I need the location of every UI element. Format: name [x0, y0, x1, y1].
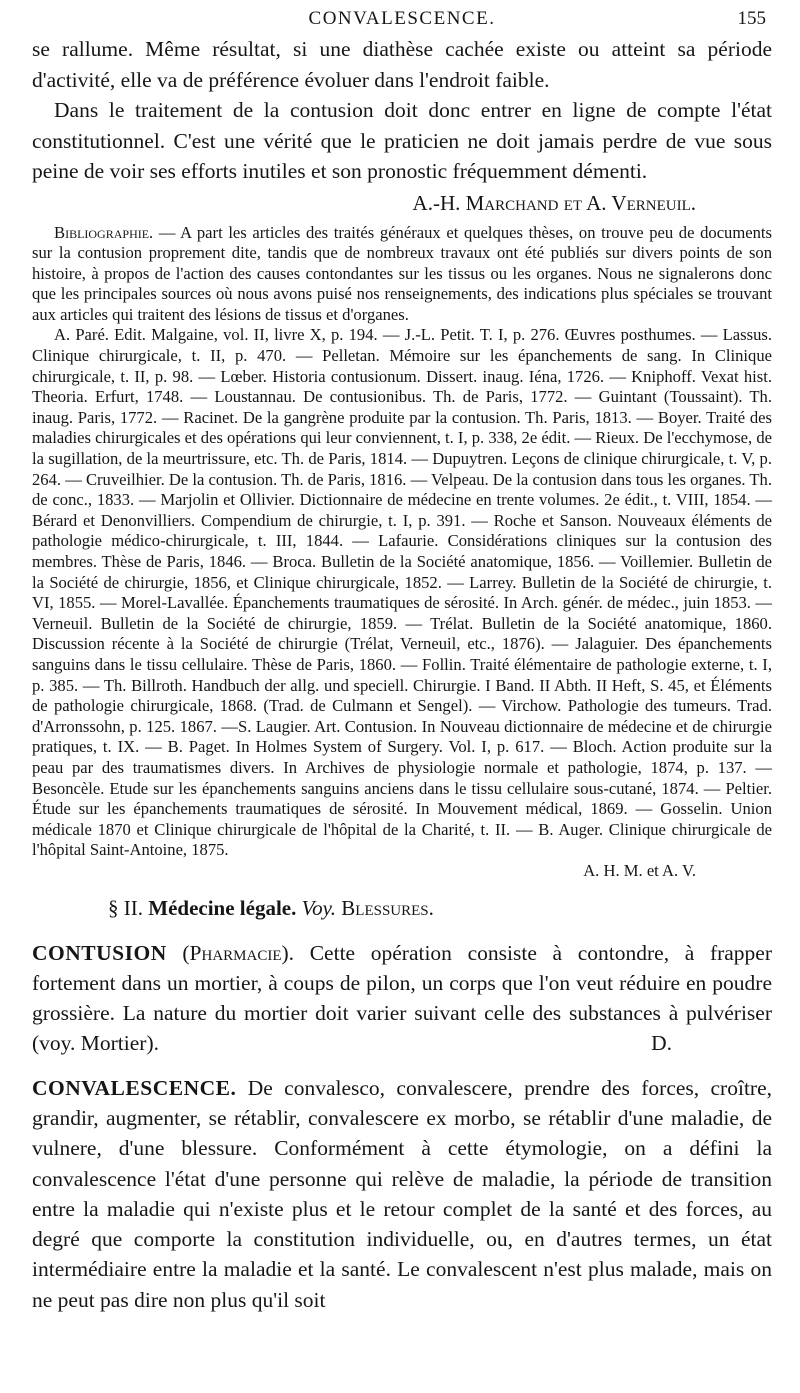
entry-headword: CONVALESCENCE. [32, 1075, 237, 1100]
author-signature: A.-H. Marchand et A. Verneuil. [412, 190, 696, 215]
entry-text [32, 1073, 772, 1315]
bibliography-references: A. Paré. Edit. Malgaine, vol. II, livre X, p. 194. — J.-L. Petit. T. I, p. 276. Œuvres posthumes. — Lassus. Clinique chirurgicale, t. II, p. 470. — Pelletan. Mémoire sur les épanchements de sang. In Clinique chirurgicale, t. II, p. 98. — Lœber. Historia contusionum. Dissert. inaug. Iéna, 1726. — Kniphoff. Vexat hist. Theoria. Erfurt, 1748. — Loustannau. De contusionibus. Th. de Paris, 1772. — Guintant (Toussaint). Th. inaug. Paris, 1772. — Racinet. De la gangrène produite par la contusion. Th. Paris, 1813. — Boyer. Traité des maladies chirurgicales et des opérations qui leur conviennent, t. I, p. 338, 2e édit. — Rieux. De l'ecchymose, de la sugillation, de la meurtrissure, etc. Th. de Paris, 1814. — Dupuytren. Leçons de clinique chirurgicale, t. V, p. 264. — Cruveilhier. De la contusion. Th. de Paris, 1816. — Velpeau. De la contusion dans tous les organes. Th. de conc., 1833. — Marjolin et Ollivier. Dictionnaire de médecine en trente volumes. 2e édit., t. VIII, 1854. — Bérard et Denonvilliers. Compendium de chirurgie, t. I, p. 391. — Roche et Sanson. Nouveaux éléments de pathologie médico-chirurgicale, t. III, 1844. — Lafaurie. Considérations cliniques sur la contusion des membres. Thèse de Paris, 1846. — Broca. Bulletin de la Société anatomique, 1856. — Voillemier. Bulletin de la Société de chirurgie, 1856, et Clinique chirurgicale, 1852. — Larrey. Bulletin de la Société de chirurgie, t. VI, 1855. — Morel-Lavallée. Épanchements traumatiques de sérosité. In Arch. génér. de médec., juin 1853. — Verneuil. Bulletin de la Société de chirurgie, 1859. — Trélat. Bulletin de la Société anatomique, 1860. Discussion récente à la Société de chirurgie (Trélat, Verneuil, etc., 1876). — Jalaguier. Des épanchements sanguins dans le tissu cellulaire. Thèse de Paris, 1860. — Follin. Traité élémentaire de pathologie externe, t. I, p. 385. — Th. Billroth. Handbuch der allg. und speciell. Chirurgie. I Band. II Abth. II Heft, S. 45, et Éléments de pathologie chirurgicale, 1868. (Trad. de Culmann et Sengel). — Virchow. Pathologie des tumeurs. Trad. d'Arronssohn, p. 125. 1867. —S. Laugier. Art. Contusion. In Nouveau dictionnaire de médecine et de chirurgie pratiques, t. IX. — B. Paget. In Holmes System of Surgery. Vol. I, p. 617. — Bloch. Action produite sur la peau par des traumatismes divers. In Archives de physiologie normale et pathologie, 1874, p. 137. — Besoncèle. Etude sur les épanchements sanguins anciens dans le tissu cellulaire sous-cutané, 1874. — Peltier. Étude sur les épanchements traumatiques de sérosité. In Mouvement médical, 1869. — Gosselin. Union médicale 1870 et Clinique chirurgicale de l'hôpital de la Charité, t. II. — B. Auger. Clinique chirurgicale de l'hôpital Saint-Antoine, 1875. [32, 325, 772, 860]
running-title: CONVALESCENCE. [308, 8, 496, 29]
intro-text [32, 34, 772, 187]
entry-body: De convalesco, convalescere, prendre des forces, croître, grandir, augmenter, se rétablir, convalescere ex morbo, se rétablir d'une maladie, de vulnere, d'une blessure. Conformément à cette étymologie, on a défini la convalescence l'état d'une personne qui relève de maladie, la période de transition entre la maladie qui n'existe plus et le retour complet de la santé et des forces, au degré que comporte la constitution individuelle, ou, en d'autres termes, un état intermédiaire entre la maladie et la santé. Le convalescent n'est plus malade, mais on ne peut pas dire non plus qu'il soit [32, 1075, 772, 1312]
entry-headword: CONTUSION [32, 940, 167, 965]
bibliography-intro [32, 223, 772, 326]
entry-signature: D. [651, 1031, 672, 1056]
section-mark: § II. [108, 895, 143, 920]
bibliography-signature: A. H. M. et A. V. [583, 860, 696, 880]
entry-body: Cette opération consiste à contondre, à frapper fortement dans un mortier, à coups de pilon, un corps que l'on veut réduire en poudre grossière. La nature du mortier doit varier suivant celle des substances à pulvériser (voy. Mortier). [32, 940, 773, 1056]
section-heading [32, 892, 772, 924]
entry-contusion-pharmacie [32, 938, 772, 1059]
section-see: Voy. [301, 895, 337, 920]
paragraph-continued: se rallume. Même résultat, si une diathèse cachée existe ou atteint sa période d'activité, elle va de préférence évoluer dans l'endroit faible. [32, 37, 772, 92]
entry-subtitle: (Pharmacie). [182, 940, 295, 965]
entry-convalescence [32, 1073, 772, 1315]
bibliography-label: Bibliographie. [54, 222, 154, 242]
bibliography-intro-text: — A part les articles des traités généraux et quelques thèses, on trouve peu de documents sur la contusion proprement dite, tandis que de nombreux travaux ont été publiés sur divers points de son histoire, à propos de l'action des causes contondantes sur les tissus ou les organes. Nous ne signalerons donc que les principales sources où nous avons puisé nos renseignements, des indications plus spéciales se trouvant aux articles qui traitent des lésions de tissus et d'organes. [32, 222, 772, 324]
entry-text [32, 938, 772, 1059]
page-header [32, 4, 772, 34]
page-number: 155 [737, 8, 766, 29]
paragraph-treatment: Dans le traitement de la contusion doit donc entrer en ligne de compte l'état constitutionnel. C'est une vérité que le praticien ne doit jamais perdre de vue sous peine de voir ses efforts inutiles et son pronostic fréquemment démenti. [32, 98, 772, 183]
bibliography-block [32, 223, 772, 882]
section-target: Blessures. [341, 895, 434, 920]
section-title: Médecine légale. [148, 895, 297, 920]
